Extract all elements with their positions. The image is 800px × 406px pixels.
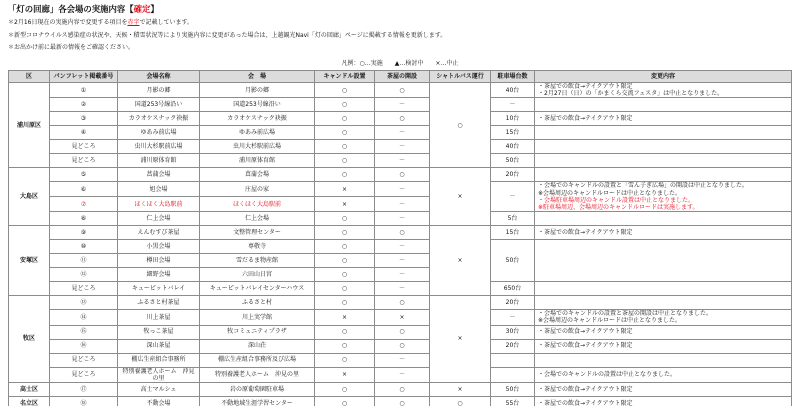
candle-status-cell: ○: [315, 140, 375, 154]
candle-status-cell: ○: [315, 268, 375, 282]
venue-name-cell: 小黒会場: [118, 240, 200, 254]
venue-row: [9, 98, 792, 112]
pamphlet-number-cell: ⑭: [50, 310, 118, 325]
change-notes-cell: [535, 396, 792, 406]
change-note-line: ・茶屋での飲食→テイクアウト限定: [538, 342, 633, 350]
teahouse-status-cell: ○: [375, 168, 430, 182]
parking-cell: 15台: [491, 126, 535, 140]
pamphlet-number-cell: ⑧: [50, 212, 118, 226]
candle-status-cell: ○: [315, 396, 375, 406]
venue-row: [9, 126, 792, 140]
teahouse-status-cell: －: [375, 268, 430, 282]
candle-status-cell: ×: [315, 367, 375, 382]
teahouse-status-cell: －: [375, 126, 430, 140]
venue-cell: 雪だるま物産館: [200, 254, 315, 268]
venue-name-cell: カラオケスナック袂振: [118, 112, 200, 126]
change-note-line: ・茶屋での飲食→テイクアウト限定: [538, 385, 633, 393]
district-cell: 安塚区: [9, 226, 50, 296]
teahouse-status-cell: －: [375, 282, 430, 296]
venue-name-cell: キューピットバレイ: [118, 282, 200, 296]
parking-cell: 50台: [491, 382, 535, 396]
pamphlet-number-cell: ⑮: [50, 325, 118, 339]
venue-row: [9, 282, 792, 296]
teahouse-status-cell: ○: [375, 296, 430, 310]
change-notes-cell: [535, 182, 792, 212]
venue-name-cell: 不動会場: [118, 396, 200, 406]
header-parking: 駐車場台数: [491, 71, 535, 83]
notes: [8, 17, 446, 55]
teahouse-status-cell: ○: [375, 339, 430, 353]
change-notes-cell: [535, 367, 792, 382]
change-notes-cell: [535, 310, 792, 325]
venue-name-cell: 菖蒲会場: [118, 168, 200, 182]
change-notes-cell: [535, 382, 792, 396]
change-notes-cell: [535, 83, 792, 98]
pamphlet-number-cell: 見どころ: [50, 282, 118, 296]
candle-status-cell: ○: [315, 339, 375, 353]
header-district: 区: [9, 71, 50, 83]
teahouse-status-cell: －: [375, 140, 430, 154]
venue-row: [9, 325, 792, 339]
venue-name-cell: 牧っこ茶屋: [118, 325, 200, 339]
change-notes-cell: [535, 296, 792, 310]
parking-cell: 5台: [491, 212, 535, 226]
candle-status-cell: ×: [315, 182, 375, 197]
venue-cell: 虫川大杉駅前広場: [200, 140, 315, 154]
venue-name-cell: 国道253号線沿い: [118, 98, 200, 112]
page-title: [8, 3, 159, 15]
teahouse-status-cell: －: [375, 98, 430, 112]
change-notes-cell: [535, 240, 792, 282]
pamphlet-number-cell: 見どころ: [50, 140, 118, 154]
venue-name-cell: 仁上会場: [118, 212, 200, 226]
table-header-row: [9, 71, 792, 83]
change-note-line: ※駐車場周辺、会場周辺のキャンドルロードは実施します。: [538, 203, 699, 211]
venue-row: [9, 154, 792, 168]
change-note-line: ※会場周辺のキャンドルロードは中止となりました。: [538, 317, 682, 325]
change-notes-cell: [535, 112, 792, 126]
venue-cell: ほくほく大島駅前: [200, 197, 315, 212]
pamphlet-number-cell: ②: [50, 98, 118, 112]
parking-cell: 20台: [491, 168, 535, 182]
pamphlet-number-cell: ⑯: [50, 339, 118, 353]
venue-row: [9, 226, 792, 240]
teahouse-status-cell: －: [375, 240, 430, 254]
candle-status-cell: ○: [315, 353, 375, 367]
venue-cell: 浦川原体育館: [200, 154, 315, 168]
candle-status-cell: ○: [315, 296, 375, 310]
title-main: 「灯の回廊」各会場の実施内容: [8, 4, 126, 14]
change-note-line: ・茶屋での飲食→テイクアウト限定: [538, 328, 633, 336]
change-note-line: ・会場駐車場周辺のキャンドル設置は中止となりました。: [538, 196, 695, 204]
teahouse-status-cell: ○: [375, 112, 430, 126]
venue-row: [9, 212, 792, 226]
change-notes-cell: [535, 325, 792, 339]
venue-cell: 深山荘: [200, 339, 315, 353]
venue-cell: ゆあみ前広場: [200, 126, 315, 140]
header-venue: 会 場: [200, 71, 315, 83]
venue-row: [9, 310, 792, 325]
venue-name-cell: ほくほく大島駅前: [118, 197, 200, 212]
venue-cell: 専敬寺: [200, 240, 315, 254]
venue-row: [9, 382, 792, 396]
parking-cell: [491, 353, 535, 367]
parking-cell: 50台: [491, 240, 535, 282]
title-bracket-close: 】: [150, 4, 159, 14]
change-note-line: ・2月27日（日）の「かまくら交流フェスタ」は中止となりました。: [538, 90, 724, 98]
venue-row: [9, 367, 792, 382]
venue-cell: 六田山日宮: [200, 268, 315, 282]
note-highlight: 赤字: [127, 19, 140, 26]
pamphlet-number-cell: 見どころ: [50, 353, 118, 367]
teahouse-status-cell: ○: [375, 382, 430, 396]
venue-row: [9, 240, 792, 254]
note-text: で記載しています。: [139, 19, 193, 26]
change-note-line: ・会場でのキャンドルの設置と茶屋の開設は中止となりました。: [538, 310, 713, 318]
shuttle-bus-status-cell: ×: [430, 226, 491, 296]
change-notes-cell: [535, 98, 792, 112]
venue-cell: キューピットバレイセンターハウス: [200, 282, 315, 296]
parking-cell: 40台: [491, 83, 535, 98]
change-notes-cell: [535, 339, 792, 353]
pamphlet-number-cell: ⑰: [50, 382, 118, 396]
venue-name-cell: 川上茶屋: [118, 310, 200, 325]
pamphlet-number-cell: ⑥: [50, 182, 118, 197]
pamphlet-number-cell: ⑤: [50, 168, 118, 182]
pamphlet-number-cell: ⑨: [50, 226, 118, 240]
candle-status-cell: ○: [315, 83, 375, 98]
candle-status-cell: ○: [315, 212, 375, 226]
venue-row: [9, 83, 792, 98]
venue-name-cell: 樽田会場: [118, 254, 200, 268]
parking-cell: 30台: [491, 325, 535, 339]
candle-status-cell: ○: [315, 126, 375, 140]
district-cell: 名立区: [9, 396, 50, 406]
district-cell: 高士区: [9, 382, 50, 396]
venue-row: [9, 296, 792, 310]
change-notes-cell: [535, 126, 792, 140]
venue-row: [9, 182, 792, 197]
change-notes-cell: [535, 140, 792, 154]
venue-name-cell: 高士マルシェ: [118, 382, 200, 396]
teahouse-status-cell: ○: [375, 83, 430, 98]
teahouse-status-cell: －: [375, 212, 430, 226]
pamphlet-number-cell: ⑫: [50, 268, 118, 282]
venue-table-body: [9, 83, 792, 406]
venue-row: [9, 396, 792, 406]
change-note-line: ・会場でのキャンドルの設置は中止となりました。: [538, 371, 677, 379]
parking-cell: 15台: [491, 226, 535, 240]
parking-cell: －: [491, 182, 535, 212]
note-line: ＊お出かけ前に最新の情報をご確認ください。: [8, 44, 135, 51]
change-notes-cell: [535, 212, 792, 226]
pamphlet-number-cell: ⑪: [50, 254, 118, 268]
candle-status-cell: ○: [315, 226, 375, 240]
header-venue-name: 会場名称: [118, 71, 200, 83]
change-notes-cell: [535, 168, 792, 182]
venue-name-cell: 細野会場: [118, 268, 200, 282]
candle-status-cell: ○: [315, 154, 375, 168]
change-notes-cell: [535, 282, 792, 296]
venue-cell: カラオケスナック袂振: [200, 112, 315, 126]
venue-name-cell: 浦川原体育館: [118, 154, 200, 168]
candle-status-cell: ○: [315, 254, 375, 268]
teahouse-status-cell: －: [375, 154, 430, 168]
change-notes-cell: [535, 154, 792, 168]
pamphlet-number-cell: 見どころ: [50, 367, 118, 382]
venue-cell: 特別養護老人ホーム 沖見の里: [200, 367, 315, 382]
candle-status-cell: ○: [315, 325, 375, 339]
teahouse-status-cell: －: [375, 182, 430, 197]
header-teahouse: 茶屋の開設: [375, 71, 430, 83]
teahouse-status-cell: －: [375, 353, 430, 367]
pamphlet-number-cell: ⑩: [50, 240, 118, 254]
parking-cell: 55台: [491, 396, 535, 406]
parking-cell: 20台: [491, 296, 535, 310]
parking-cell: 40台: [491, 140, 535, 154]
parking-cell: [491, 367, 535, 382]
note-line: [8, 17, 446, 30]
venue-row: [9, 168, 792, 182]
header-pamphlet-number: パンフレット掲載番号: [50, 71, 118, 83]
candle-status-cell: ○: [315, 240, 375, 254]
venue-name-cell: 特別養護老人ホーム 沖見の里: [118, 367, 200, 382]
parking-cell: 20台: [491, 339, 535, 353]
venue-cell: 文整管理センター: [200, 226, 315, 240]
note-line: ＊新型コロナウイルス感染症の状況や、天候・積雪状況等により実施内容に変更があった場合は、上越観光Navi「灯の回廊」ページに掲載する情報を更新します。: [8, 31, 447, 39]
venue-name-cell: 月影の郷: [118, 83, 200, 98]
candle-status-cell: ○: [315, 168, 375, 182]
title-bracket-open: 【: [125, 4, 134, 14]
district-cell: 大島区: [9, 168, 50, 226]
teahouse-status-cell: ○: [375, 226, 430, 240]
venue-table: [8, 70, 792, 406]
venue-cell: ふるさと村: [200, 296, 315, 310]
shuttle-bus-status-cell: ×: [430, 168, 491, 226]
header-shuttle-bus: シャトルバス運行: [430, 71, 491, 83]
parking-cell: －: [491, 98, 535, 112]
venue-cell: 川上実学館: [200, 310, 315, 325]
venue-name-cell: ふるさと村茶屋: [118, 296, 200, 310]
venue-name-cell: 深山茶屋: [118, 339, 200, 353]
parking-cell: 50台: [491, 154, 535, 168]
venue-cell: 牧コミュニティプラザ: [200, 325, 315, 339]
title-status: 確定: [133, 4, 151, 14]
teahouse-status-cell: ○: [375, 396, 430, 406]
venue-cell: 不動地域生涯学習センター: [200, 396, 315, 406]
shuttle-bus-status-cell: ×: [430, 382, 491, 396]
parking-cell: －: [491, 310, 535, 325]
candle-status-cell: ○: [315, 112, 375, 126]
candle-status-cell: ×: [315, 310, 375, 325]
venue-row: [9, 140, 792, 154]
change-notes-cell: [535, 226, 792, 240]
pamphlet-number-cell: ⑦: [50, 197, 118, 212]
header-changes: 変更内容: [535, 71, 792, 83]
venue-cell: 庄屋の家: [200, 182, 315, 197]
change-note-line: ・茶屋での飲食→テイクアウト限定: [538, 83, 633, 90]
venue-name-cell: えんむすび茶屋: [118, 226, 200, 240]
venue-name-cell: 旭会場: [118, 182, 200, 197]
candle-status-cell: ×: [315, 197, 375, 212]
venue-cell: 国道253号線沿い: [200, 98, 315, 112]
pamphlet-number-cell: ③: [50, 112, 118, 126]
header-candle: キャンドル設置: [315, 71, 375, 83]
teahouse-status-cell: ×: [375, 310, 430, 325]
pamphlet-number-cell: ⑱: [50, 396, 118, 406]
change-note-line: ・茶屋での飲食→テイクアウト限定: [538, 229, 633, 237]
change-note-line: ※会場周辺のキャンドルロードは中止となりました。: [538, 189, 682, 197]
venue-cell: 岩の原葡萄園駐車場: [200, 382, 315, 396]
legend: 凡例：○…実施 ▲…検討中 ×…中止: [341, 60, 459, 67]
teahouse-status-cell: ○: [375, 325, 430, 339]
pamphlet-number-cell: ①: [50, 83, 118, 98]
change-note-line: ・茶屋での飲食→テイクアウト限定: [538, 399, 633, 406]
venue-row: [9, 339, 792, 353]
pamphlet-number-cell: ⑬: [50, 296, 118, 310]
candle-status-cell: ○: [315, 282, 375, 296]
venue-name-cell: 虫川大杉駅前広場: [118, 140, 200, 154]
parking-cell: 10台: [491, 112, 535, 126]
venue-row: [9, 353, 792, 367]
change-note-line: ・会場でのキャンドルの設置と「雪ん子ぎ広場」の開設は中止となりました。: [538, 182, 749, 190]
parking-cell: 650台: [491, 282, 535, 296]
venue-name-cell: 棚広生産組合事務所: [118, 353, 200, 367]
shuttle-bus-status-cell: ○: [430, 396, 491, 406]
change-notes-cell: [535, 353, 792, 367]
venue-cell: 月影の郷: [200, 83, 315, 98]
candle-status-cell: ○: [315, 382, 375, 396]
note-text: ＊2月16日現在の実施内容で変更する項目を: [8, 19, 128, 26]
venue-cell: 棚広生産組合事務所及び広場: [200, 353, 315, 367]
teahouse-status-cell: －: [375, 367, 430, 382]
shuttle-bus-status-cell: ×: [430, 296, 491, 383]
district-cell: 牧区: [9, 296, 50, 383]
teahouse-status-cell: －: [375, 197, 430, 212]
venue-row: [9, 112, 792, 126]
candle-status-cell: ○: [315, 98, 375, 112]
change-note-line: ・茶屋での飲食→テイクアウト限定: [538, 115, 633, 123]
pamphlet-number-cell: 見どころ: [50, 154, 118, 168]
pamphlet-number-cell: ④: [50, 126, 118, 140]
district-cell: 浦川原区: [9, 83, 50, 168]
venue-name-cell: ゆあみ前広場: [118, 126, 200, 140]
venue-cell: 仁上会場: [200, 212, 315, 226]
teahouse-status-cell: －: [375, 254, 430, 268]
venue-cell: 菖蒲会場: [200, 168, 315, 182]
shuttle-bus-status-cell: ○: [430, 83, 491, 168]
